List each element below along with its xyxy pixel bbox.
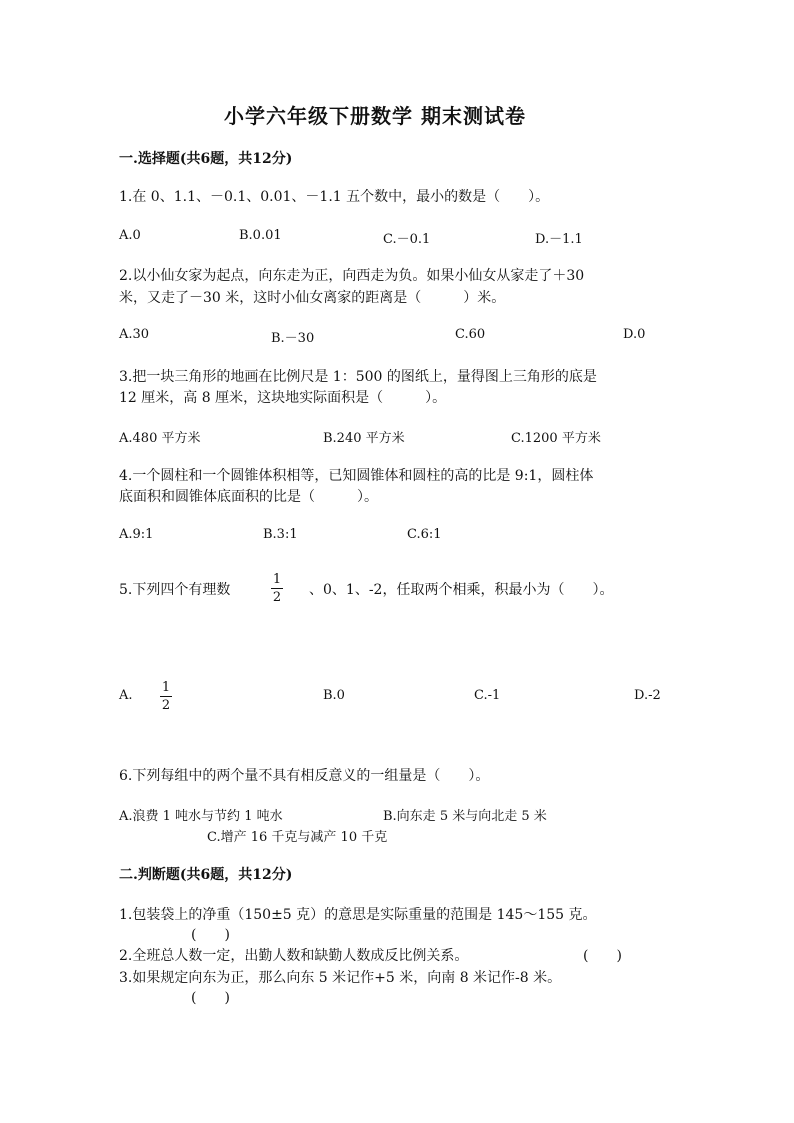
question-5-prefix: 5.下列四个有理数 — [119, 582, 231, 598]
q4-option-b[interactable]: B.3:1 — [263, 527, 298, 542]
q6-option-b[interactable]: B.向东走 5 米与向北走 5 米 — [383, 809, 547, 824]
question-5-fraction — [271, 573, 283, 604]
question-4-line-1: 4.一个圆柱和一个圆锥体积相等，已知圆锥体和圆柱的高的比是 9:1，圆柱体 — [119, 468, 594, 484]
page-title: 小学六年级下册数学 期末测试卷 — [224, 104, 526, 128]
q5-option-a-fraction[interactable] — [160, 681, 172, 712]
fraction-bar — [271, 588, 283, 589]
q2-option-d[interactable]: D.0 — [623, 327, 646, 342]
q6-option-a[interactable]: A.浪费 1 吨水与节约 1 吨水 — [119, 809, 283, 824]
question-3-line-2: 12 厘米，高 8 厘米，这块地实际面积是（ ）。 — [119, 390, 447, 406]
fraction-numerator: 1 — [161, 680, 171, 695]
question-3-line-1: 3.把一块三角形的地画在比例尺是 1：500 的图纸上，量得图上三角形的底是 — [119, 369, 597, 385]
fraction-denominator: 2 — [272, 590, 282, 605]
q3-option-b[interactable]: B.240 平方米 — [323, 431, 405, 446]
judgement-1-answer-paren[interactable]: ( ) — [191, 927, 230, 943]
q1-option-a[interactable]: A.0 — [119, 228, 141, 243]
judgement-2-answer-paren[interactable]: ( ) — [583, 948, 622, 964]
question-4-line-2: 底面积和圆锥体底面积的比是（ ）。 — [119, 489, 378, 505]
question-6-text: 6.下列每组中的两个量不具有相反意义的一组量是（ ）。 — [119, 768, 490, 784]
q5-option-d[interactable]: D.-2 — [634, 688, 661, 703]
question-1-text: 1.在 0、1.1、－0.1、0.01、－1.1 五个数中，最小的数是（ ）。 — [119, 189, 550, 205]
q3-option-a[interactable]: A.480 平方米 — [119, 431, 201, 446]
q4-option-c[interactable]: C.6:1 — [407, 527, 442, 542]
section-heading-judgement: 二.判断题(共6题，共12分) — [119, 867, 293, 883]
judgement-2-text: 2.全班总人数一定，出勤人数和缺勤人数成反比例关系。 — [119, 948, 469, 964]
q1-option-c[interactable]: C.－0.1 — [383, 232, 431, 247]
fraction-bar — [160, 696, 172, 697]
q5-option-a-label[interactable]: A. — [119, 688, 133, 703]
question-5-suffix: 、0、1、-2，任取两个相乘，积最小为（ ）。 — [309, 582, 614, 598]
q6-option-c[interactable]: C.增产 16 千克与减产 10 千克 — [207, 830, 388, 845]
fraction-denominator: 2 — [161, 698, 171, 713]
section-heading-choice: 一.选择题(共6题，共12分) — [119, 151, 293, 167]
q2-option-c[interactable]: C.60 — [455, 327, 486, 342]
q1-option-b[interactable]: B.0.01 — [239, 228, 282, 243]
fraction-numerator: 1 — [272, 572, 282, 587]
q2-option-a[interactable]: A.30 — [119, 327, 150, 342]
q2-option-b[interactable]: B.－30 — [271, 331, 315, 346]
q1-option-d[interactable]: D.－1.1 — [535, 232, 583, 247]
judgement-3-text: 3.如果规定向东为正，那么向东 5 米记作+5 米，向南 8 米记作-8 米。 — [119, 970, 562, 986]
q5-option-c[interactable]: C.-1 — [474, 688, 501, 703]
question-2-line-1: 2.以小仙女家为起点，向东走为正，向西走为负。如果小仙女从家走了＋30 — [119, 268, 585, 284]
q5-option-b[interactable]: B.0 — [323, 688, 345, 703]
q4-option-a[interactable]: A.9:1 — [119, 527, 154, 542]
q3-option-c[interactable]: C.1200 平方米 — [511, 431, 601, 446]
question-2-line-2: 米，又走了－30 米，这时小仙女离家的距离是（ ）米。 — [119, 290, 506, 306]
judgement-1-text: 1.包装袋上的净重（150±5 克）的意思是实际重量的范围是 145～155 克。 — [119, 907, 597, 923]
judgement-3-answer-paren[interactable]: ( ) — [191, 990, 230, 1006]
